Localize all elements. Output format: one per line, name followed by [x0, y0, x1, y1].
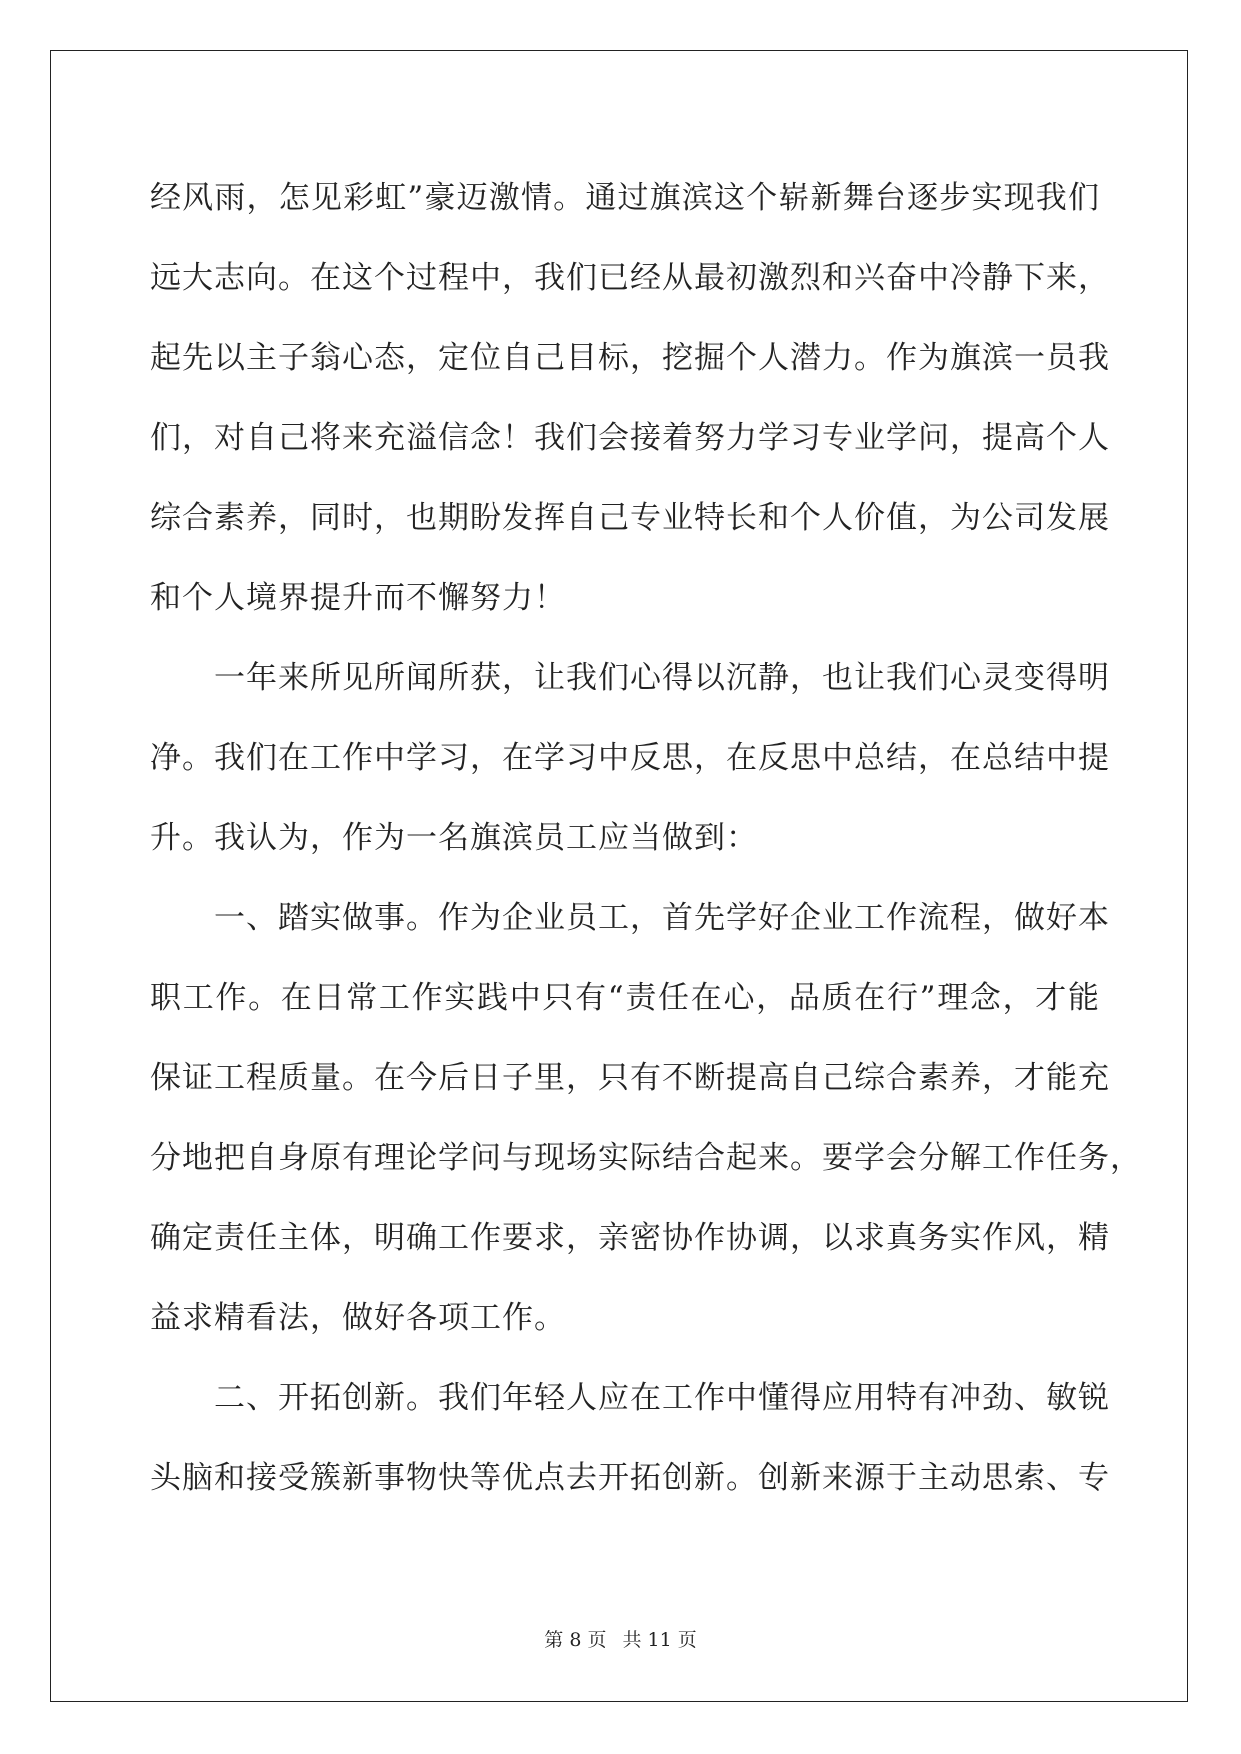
text-line: 综合素养，同时，也期盼发挥自己专业特长和个人价值，为公司发展: [150, 500, 1110, 536]
text-line: 远大志向。在这个过程中，我们已经从最初激烈和兴奋中冷静下来，: [150, 260, 1110, 296]
page-total: 共 11 页: [622, 1629, 697, 1651]
text-line: 确定责任主体，明确工作要求，亲密协作协调，以求真务实作风，精: [150, 1220, 1110, 1256]
page-footer: [0, 1625, 1241, 1652]
text-line: 升。我认为，作为一名旗滨员工应当做到：: [150, 820, 758, 856]
text-line: 职工作。在日常工作实践中只有“责任在心，品质在行”理念，才能: [150, 980, 1100, 1016]
text-line: 和个人境界提升而不懈努力！: [150, 580, 566, 616]
page-number: 第 8 页: [544, 1629, 607, 1651]
text-line: 分地把自身原有理论学问与现场实际结合起来。要学会分解工作任务，: [150, 1140, 1142, 1176]
text-line: 净。我们在工作中学习，在学习中反思，在反思中总结，在总结中提: [150, 740, 1110, 776]
document-body: [150, 158, 1142, 1518]
text-line: 们，对自己将来充溢信念！我们会接着努力学习专业学问，提高个人: [150, 420, 1110, 456]
paragraph-first-line: 一、踏实做事。作为企业员工，首先学好企业工作流程，做好本: [214, 900, 1110, 936]
paragraph-first-line: 一年来所见所闻所获，让我们心得以沉静，也让我们心灵变得明: [214, 660, 1110, 696]
text-line: 保证工程质量。在今后日子里，只有不断提高自己综合素养，才能充: [150, 1060, 1110, 1096]
text-line: 经风雨，怎见彩虹”豪迈激情。通过旗滨这个崭新舞台逐步实现我们: [150, 180, 1100, 216]
text-line: 头脑和接受簇新事物快等优点去开拓创新。创新来源于主动思索、专: [150, 1460, 1110, 1496]
text-line: 起先以主子翁心态，定位自己目标，挖掘个人潜力。作为旗滨一员我: [150, 340, 1110, 376]
paragraph-first-line: 二、开拓创新。我们年轻人应在工作中懂得应用特有冲劲、敏锐: [214, 1380, 1110, 1416]
text-line: 益求精看法，做好各项工作。: [150, 1300, 566, 1336]
